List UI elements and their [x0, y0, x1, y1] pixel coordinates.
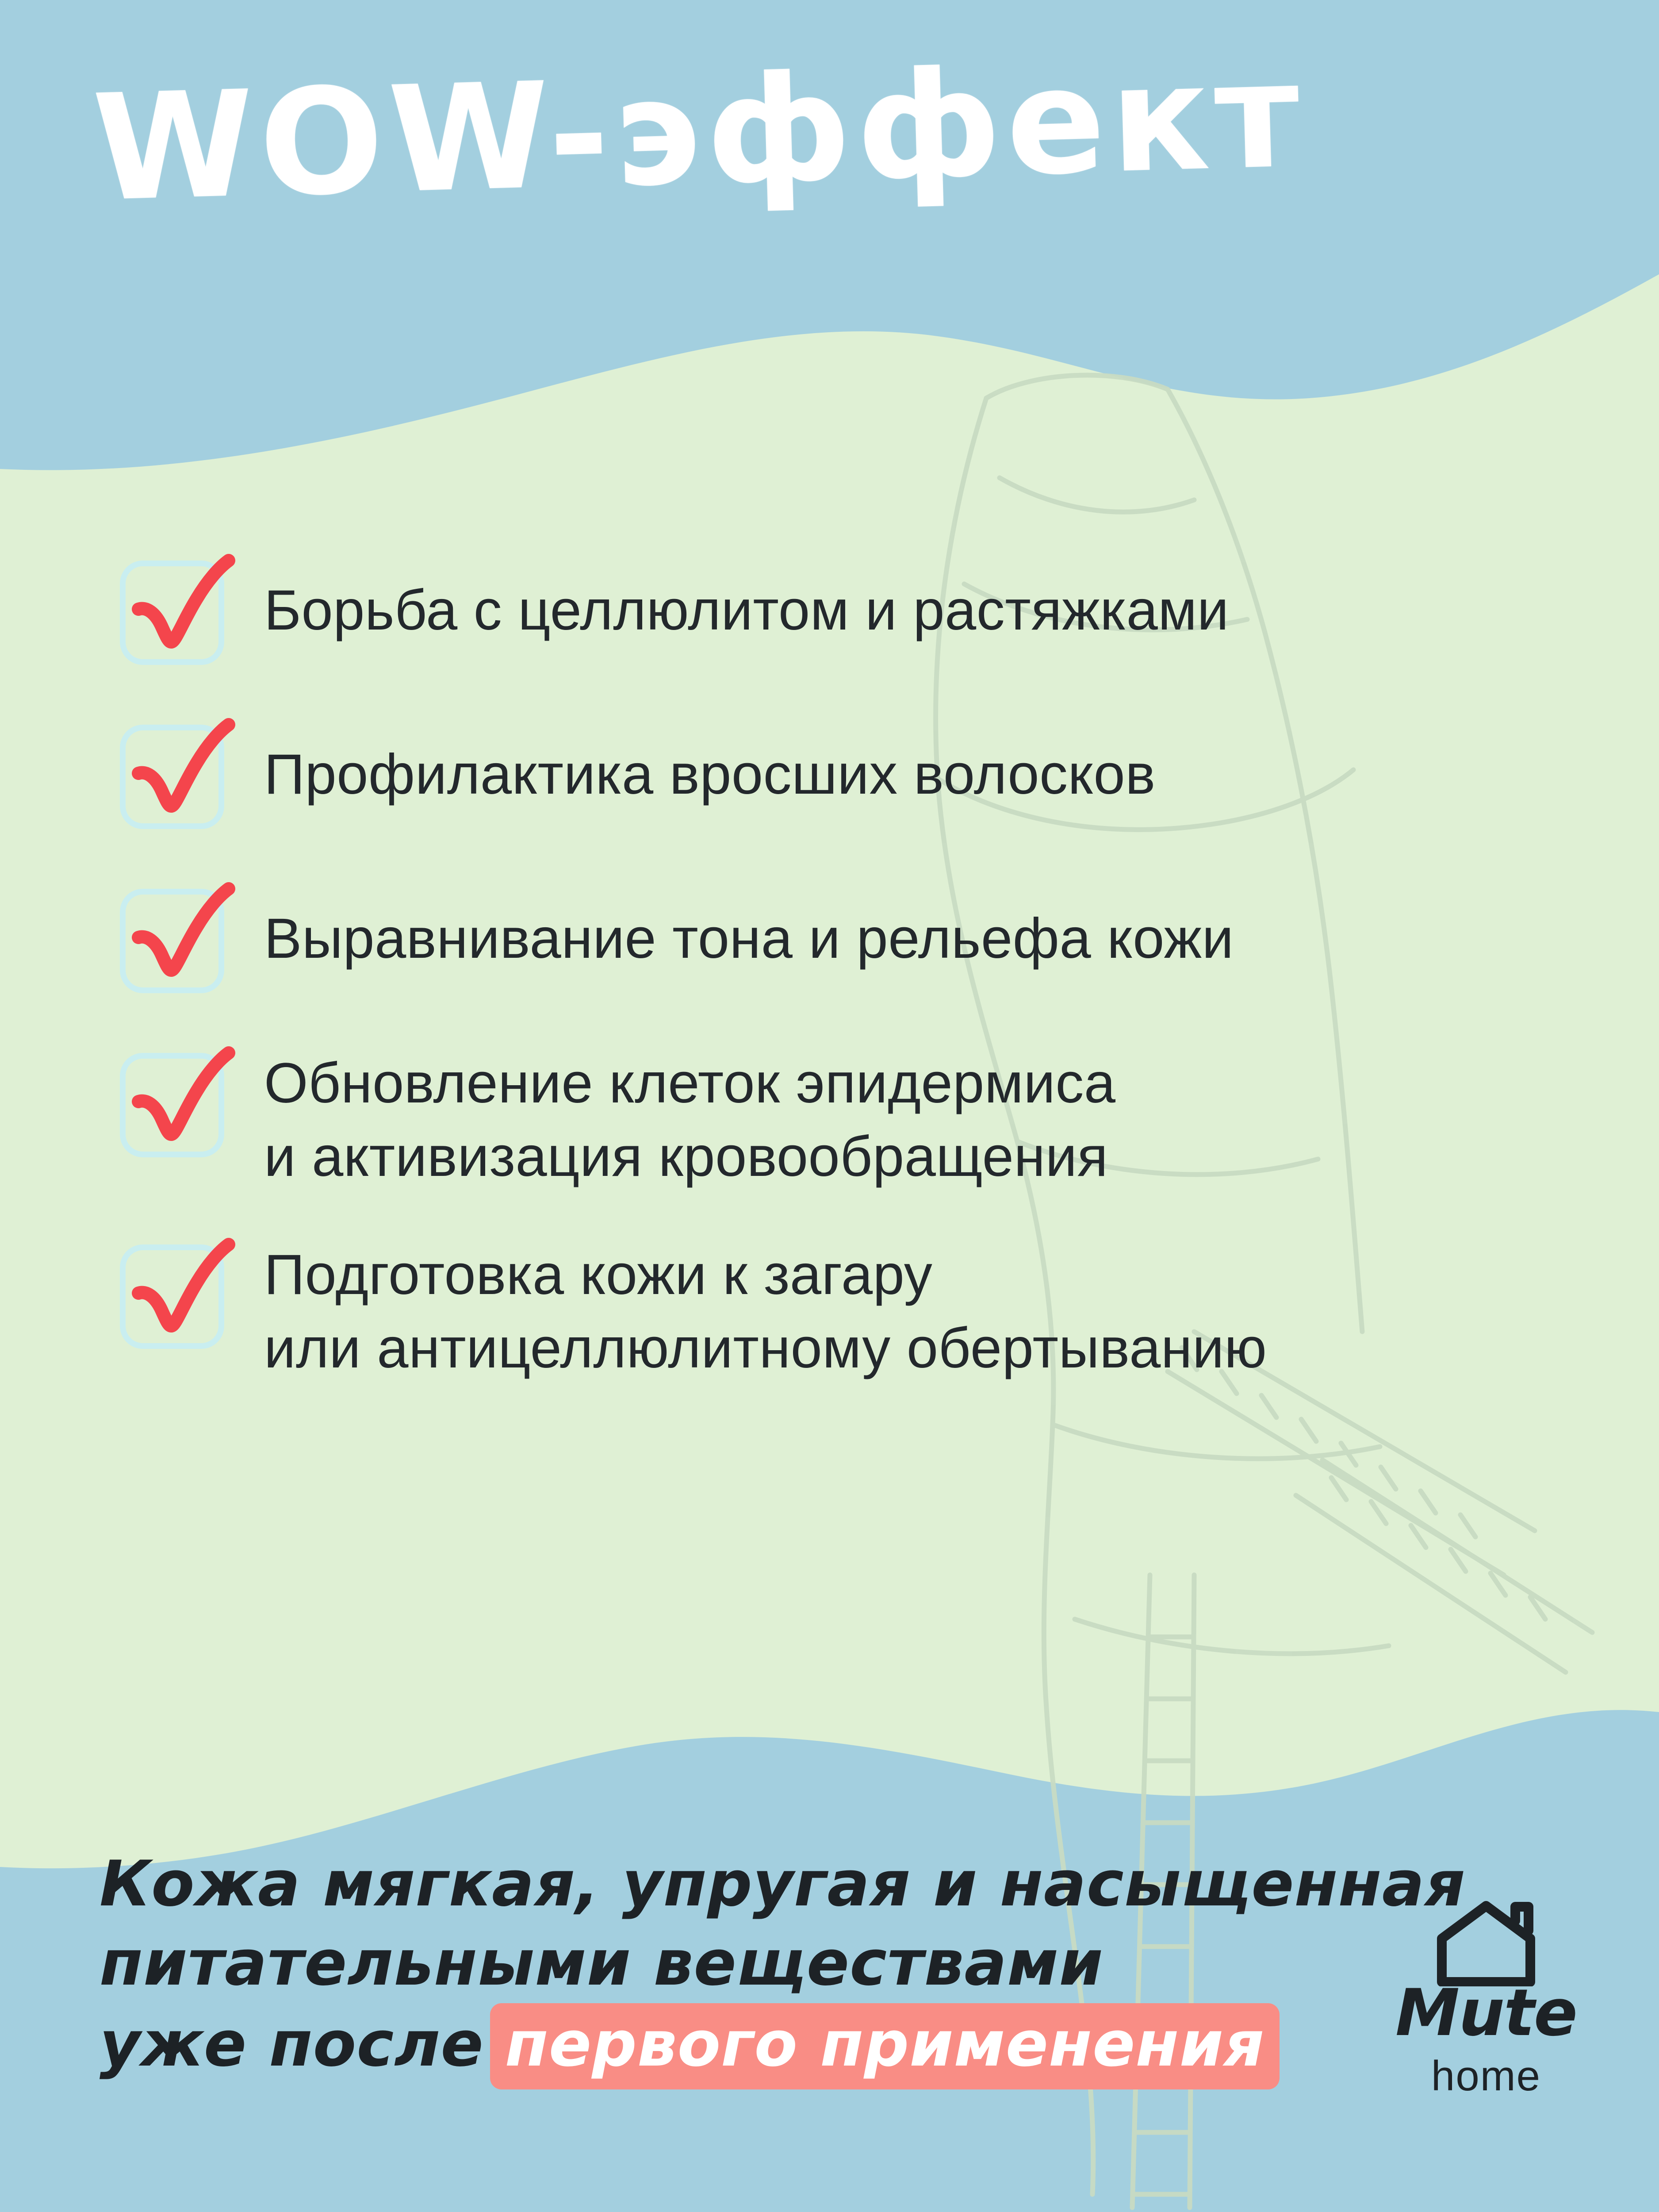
check-icon	[113, 551, 254, 668]
list-item-text	[264, 551, 1229, 647]
list-item-line: Профилактика вросших волосков	[264, 743, 1156, 806]
list-item-line: Обновление клеток эпидермиса	[264, 1052, 1116, 1115]
logo-subtitle: home	[1431, 2052, 1541, 2100]
list-item-line: Подготовка кожи к загару	[264, 1243, 933, 1306]
list-item-line: Борьба с целлюлитом и растяжками	[264, 579, 1229, 642]
house-icon	[1429, 1898, 1544, 1986]
list-item-line: или антицеллюлитному обертыванию	[264, 1317, 1267, 1380]
check-icon	[113, 715, 254, 832]
logo-name: Mute	[1395, 1975, 1577, 2051]
checkbox-5	[113, 1235, 254, 1352]
footer-line-2: питательными веществами	[100, 1926, 1103, 2000]
page-title: WOW-эффект	[91, 30, 1307, 234]
list-item	[113, 1235, 1550, 1386]
footer-line-3-prefix: уже после	[100, 2007, 484, 2081]
list-item	[113, 715, 1550, 832]
list-item	[113, 551, 1550, 668]
list-item-line: Выравнивание тона и рельефа кожи	[264, 907, 1234, 970]
list-item	[113, 1043, 1550, 1194]
list-item-text	[264, 1235, 1267, 1386]
list-item-text	[264, 879, 1234, 975]
checkbox-2	[113, 715, 254, 832]
benefits-list	[113, 551, 1550, 1426]
list-item-text	[264, 1043, 1116, 1194]
checkbox-3	[113, 879, 254, 996]
footer-line-1: Кожа мягкая, упругая и насыщенная	[100, 1847, 1466, 1920]
check-icon	[113, 1043, 254, 1160]
list-item-text	[264, 715, 1156, 811]
footer-line-3	[100, 2003, 1382, 2089]
footer-highlight: первого применения	[490, 2003, 1280, 2089]
checkbox-1	[113, 551, 254, 668]
check-icon	[113, 879, 254, 996]
checkbox-4	[113, 1043, 254, 1160]
brand-logo	[1362, 1898, 1610, 2106]
list-item-line: и активизация кровообращения	[264, 1125, 1108, 1189]
list-item	[113, 879, 1550, 996]
check-icon	[113, 1235, 254, 1352]
footer-slogan	[100, 1845, 1466, 2089]
